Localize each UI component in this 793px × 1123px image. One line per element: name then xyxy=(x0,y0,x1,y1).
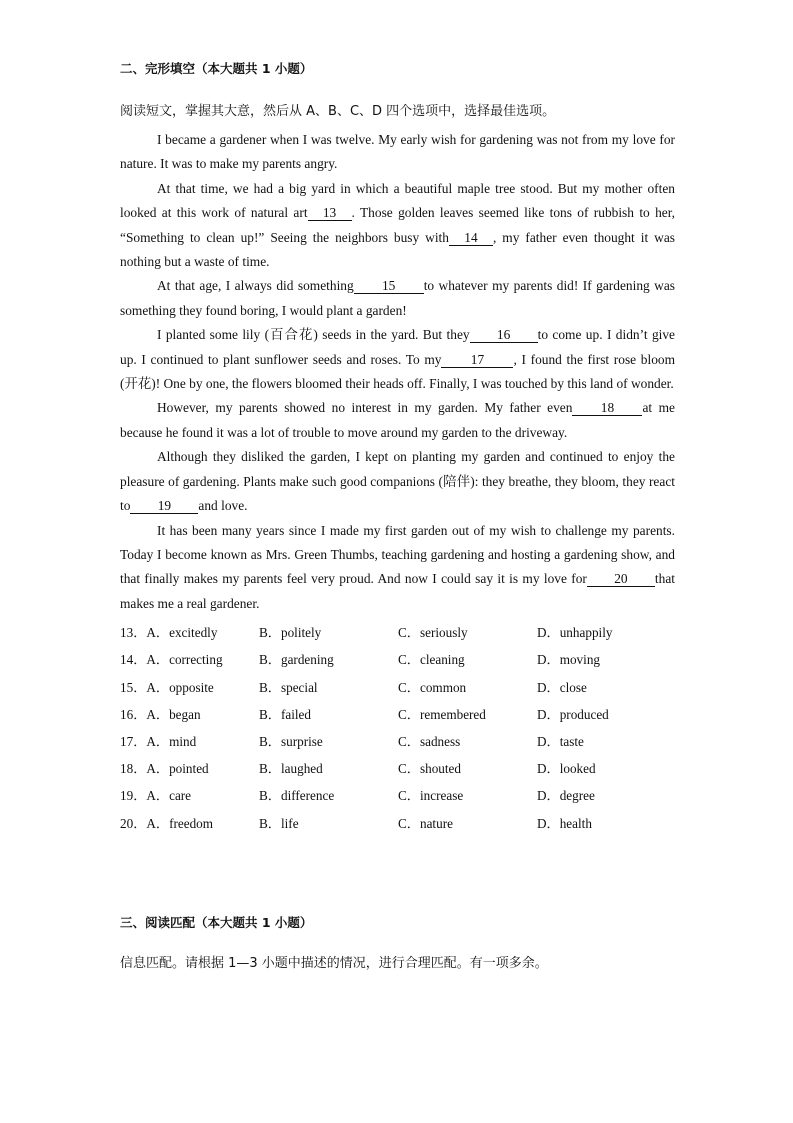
blank-19: 19 xyxy=(130,499,198,514)
question-13-options xyxy=(120,622,259,641)
paragraph-5-text-a: However, my parents showed no interest in my garden. My father even xyxy=(157,400,573,416)
paragraph-2 xyxy=(120,177,675,275)
paragraph-4-text-a: I planted some lily (百合花) seeds in the yard. But they xyxy=(157,327,470,343)
option-c: C．increase xyxy=(398,788,464,804)
option-b: B．failed xyxy=(259,706,312,722)
option-c: C．sadness xyxy=(398,733,461,749)
question-row xyxy=(120,781,675,808)
option-b: B．special xyxy=(259,679,318,695)
option-d: D．taste xyxy=(537,733,584,749)
section-2-title: 二、完形填空（本大题共 1 小题） xyxy=(120,61,313,76)
paragraph-3-text-b: to whatever my parents did! If gardening was something they found boring, I would plant a garden! xyxy=(120,278,675,318)
answer-options xyxy=(120,618,675,836)
paragraph-1-text: I became a gardener when I was twelve. My early wish for gardening was not from my love for nature. It was to make my parents angry. xyxy=(120,132,675,172)
option-b: B．gardening xyxy=(259,652,334,668)
question-row xyxy=(120,618,675,645)
question-number: 19． xyxy=(120,788,147,804)
paragraph-5-text-b: at me because he found it was a lot of trouble to move around my garden to the driveway. xyxy=(120,400,675,440)
option-a: A．opposite xyxy=(146,679,214,695)
section-2-instruction: 阅读短文，掌握其大意，然后从 A、B、C、D 四个选项中，选择最佳选项。 xyxy=(120,104,556,119)
blank-20: 20 xyxy=(587,572,655,587)
question-row xyxy=(120,673,675,700)
option-b: B．politely xyxy=(259,625,322,641)
blank-18: 18 xyxy=(572,401,642,416)
paragraph-4-text-c: , I found the first rose bloom (开花)! One by one, the flowers bloomed their heads off. Finally, I was touched by this land of wonder. xyxy=(120,351,676,392)
question-14-options xyxy=(120,649,259,668)
question-18-options xyxy=(120,758,259,777)
option-d: D．produced xyxy=(537,706,609,722)
question-row xyxy=(120,645,675,672)
section-3-instruction: 信息匹配。请根据 1—3 小题中描述的情况，进行合理匹配。有一项多余。 xyxy=(120,955,548,971)
question-number: 14． xyxy=(120,652,147,668)
question-row xyxy=(120,700,675,727)
paragraph-4 xyxy=(120,323,675,396)
paragraph-6-text-a: Although they disliked the garden, I kept on planting my garden and continued to enjoy the pleasure of gardening. Plants make such good companions (陪伴): they breathe, they bloom, they react to xyxy=(120,449,675,514)
cloze-passage xyxy=(120,128,675,616)
option-c: C．common xyxy=(398,679,467,695)
option-c: C．seriously xyxy=(398,625,468,641)
blank-15: 15 xyxy=(354,279,424,294)
option-d: D．unhappily xyxy=(537,625,613,641)
option-a: A．mind xyxy=(146,733,197,749)
question-20-options xyxy=(120,813,259,832)
option-c: C．shouted xyxy=(398,761,462,777)
question-19-options xyxy=(120,785,259,804)
question-number: 20． xyxy=(120,815,147,831)
paragraph-3 xyxy=(120,274,675,323)
option-c: C．remembered xyxy=(398,706,486,722)
paragraph-1 xyxy=(120,128,675,177)
question-number: 17． xyxy=(120,733,147,749)
option-a: A．correcting xyxy=(146,652,223,668)
option-a: A．care xyxy=(146,788,192,804)
exam-page xyxy=(120,60,675,973)
blank-13: 13 xyxy=(308,206,352,221)
paragraph-6 xyxy=(120,445,675,518)
option-d: D．health xyxy=(537,815,592,831)
option-d: D．moving xyxy=(537,652,601,668)
question-17-options xyxy=(120,731,259,750)
question-number: 13． xyxy=(120,625,147,641)
option-a: A．began xyxy=(146,706,201,722)
paragraph-2-text-b: . Those golden leaves seemed like tons of rubbish to her, “Something to clean up!” Seeing the neighbors busy with xyxy=(120,205,675,245)
blank-14: 14 xyxy=(449,231,493,246)
paragraph-2-text-a: At that time, we had a big yard in which a beautiful maple tree stood. But my mother often looked at this work of natural art xyxy=(120,180,675,221)
section-3-title: 三、阅读匹配（本大题共 1 小题） xyxy=(120,914,313,930)
option-b: B．surprise xyxy=(259,733,323,749)
option-b: B．difference xyxy=(259,788,335,804)
paragraph-6-text-b: and love. xyxy=(198,498,248,514)
question-number: 16． xyxy=(120,706,147,722)
paragraph-2-text-c: , my father even thought it was nothing but a waste of time. xyxy=(120,229,675,270)
question-number: 18． xyxy=(120,761,147,777)
question-16-options xyxy=(120,704,259,723)
blank-17: 17 xyxy=(441,353,513,368)
option-a: A．pointed xyxy=(146,761,209,777)
option-a: A．freedom xyxy=(146,815,214,831)
question-15-options xyxy=(120,677,259,696)
option-d: D．looked xyxy=(537,761,596,777)
option-b: B．laughed xyxy=(259,761,323,777)
paragraph-7-text-b: that makes me a real gardener. xyxy=(120,571,675,611)
question-row xyxy=(120,808,675,835)
question-row xyxy=(120,754,675,781)
paragraph-4-text-b: to come up. I didn’t give up. I continued to plant sunflower seeds and roses. To my xyxy=(120,327,675,367)
question-number: 15． xyxy=(120,679,147,695)
option-c: C．cleaning xyxy=(398,652,465,668)
option-d: D．degree xyxy=(537,788,595,804)
blank-16: 16 xyxy=(470,328,538,343)
option-d: D．close xyxy=(537,679,587,695)
option-c: C．nature xyxy=(398,815,453,831)
paragraph-7 xyxy=(120,519,675,617)
paragraph-3-text-a: At that age, I always did something xyxy=(157,278,354,294)
option-b: B．life xyxy=(259,815,299,831)
question-row xyxy=(120,727,675,754)
option-a: A．excitedly xyxy=(146,625,218,641)
paragraph-7-text-a: It has been many years since I made my first garden out of my wish to challenge my parents. Today I become known as Mrs. Green Thumbs, teaching gardening and hosting a gardening show, and that finally makes my parents feel very proud. And now I could say it is my love for xyxy=(120,522,675,587)
paragraph-5 xyxy=(120,396,675,445)
